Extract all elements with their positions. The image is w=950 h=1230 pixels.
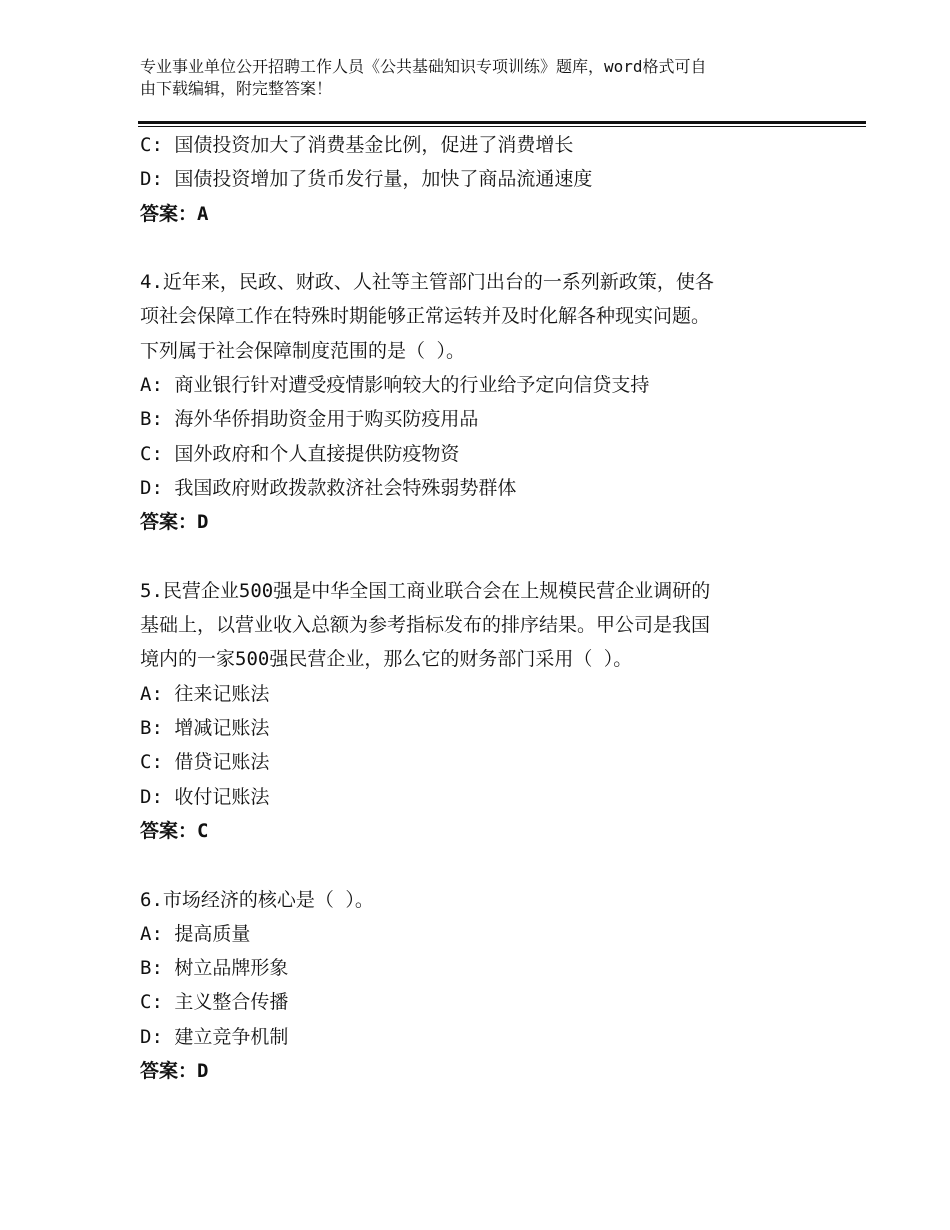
question-stem-line: 6.市场经济的核心是（ ）。 [140,888,374,911]
option-b: B: 海外华侨捐助资金用于购买防疫用品 [140,408,479,431]
answer-label: 答案：C [140,819,209,842]
question-stem-line: 下列属于社会保障制度范围的是（ ）。 [140,339,465,362]
option-d: D: 收付记账法 [140,785,270,808]
header-line-1: 专业事业单位公开招聘工作人员《公共基础知识专项训练》题库，word格式可自 [140,57,707,76]
option-b: B: 树立品牌形象 [140,957,289,980]
question-stem-line: 项社会保障工作在特殊时期能够正常运转并及时化解各种现实问题。 [140,305,711,328]
question-stem-line: 基础上，以营业收入总额为参考指标发布的排序结果。甲公司是我国 [140,614,711,637]
question-4 [140,265,800,539]
answer-label: 答案：D [140,1060,209,1083]
question-content [140,128,800,1088]
header-line-2: 由下载编辑，附完整答案！ [140,79,333,98]
header-rule-thick [138,121,866,124]
question-spacer [140,231,800,265]
option-c: C: 主义整合传播 [140,991,289,1014]
question-stem-line: 境内的一家500强民营企业，那么它的财务部门采用（ ）。 [140,648,633,671]
answer-label: 答案：A [140,202,209,225]
question-spacer [140,540,800,574]
page-header [140,56,840,100]
option-a: A: 往来记账法 [140,682,270,705]
question-spacer [140,848,800,882]
answer-label: 答案：D [140,511,209,534]
option-a: A: 提高质量 [140,922,251,945]
header-rule-thin [138,126,866,127]
option-d: D: 国债投资增加了货币发行量，加快了商品流通速度 [140,168,593,191]
question-stem-line: 5.民营企业500强是中华全国工商业联合会在上规模民营企业调研的 [140,579,711,602]
option-d: D: 我国政府财政拨款救济社会特殊弱势群体 [140,476,517,499]
question-6 [140,883,800,1089]
option-c: C: 国外政府和个人直接提供防疫物资 [140,442,460,465]
option-b: B: 增减记账法 [140,717,270,740]
option-d: D: 建立竞争机制 [140,1025,289,1048]
previous-question-tail [140,128,800,231]
option-c: C: 借贷记账法 [140,751,270,774]
option-a: A: 商业银行针对遭受疫情影响较大的行业给予定向信贷支持 [140,374,650,397]
question-stem-line: 4.近年来，民政、财政、人社等主管部门出台的一系列新政策，使各 [140,271,714,294]
question-5 [140,574,800,848]
option-c: C: 国债投资加大了消费基金比例，促进了消费增长 [140,134,574,156]
